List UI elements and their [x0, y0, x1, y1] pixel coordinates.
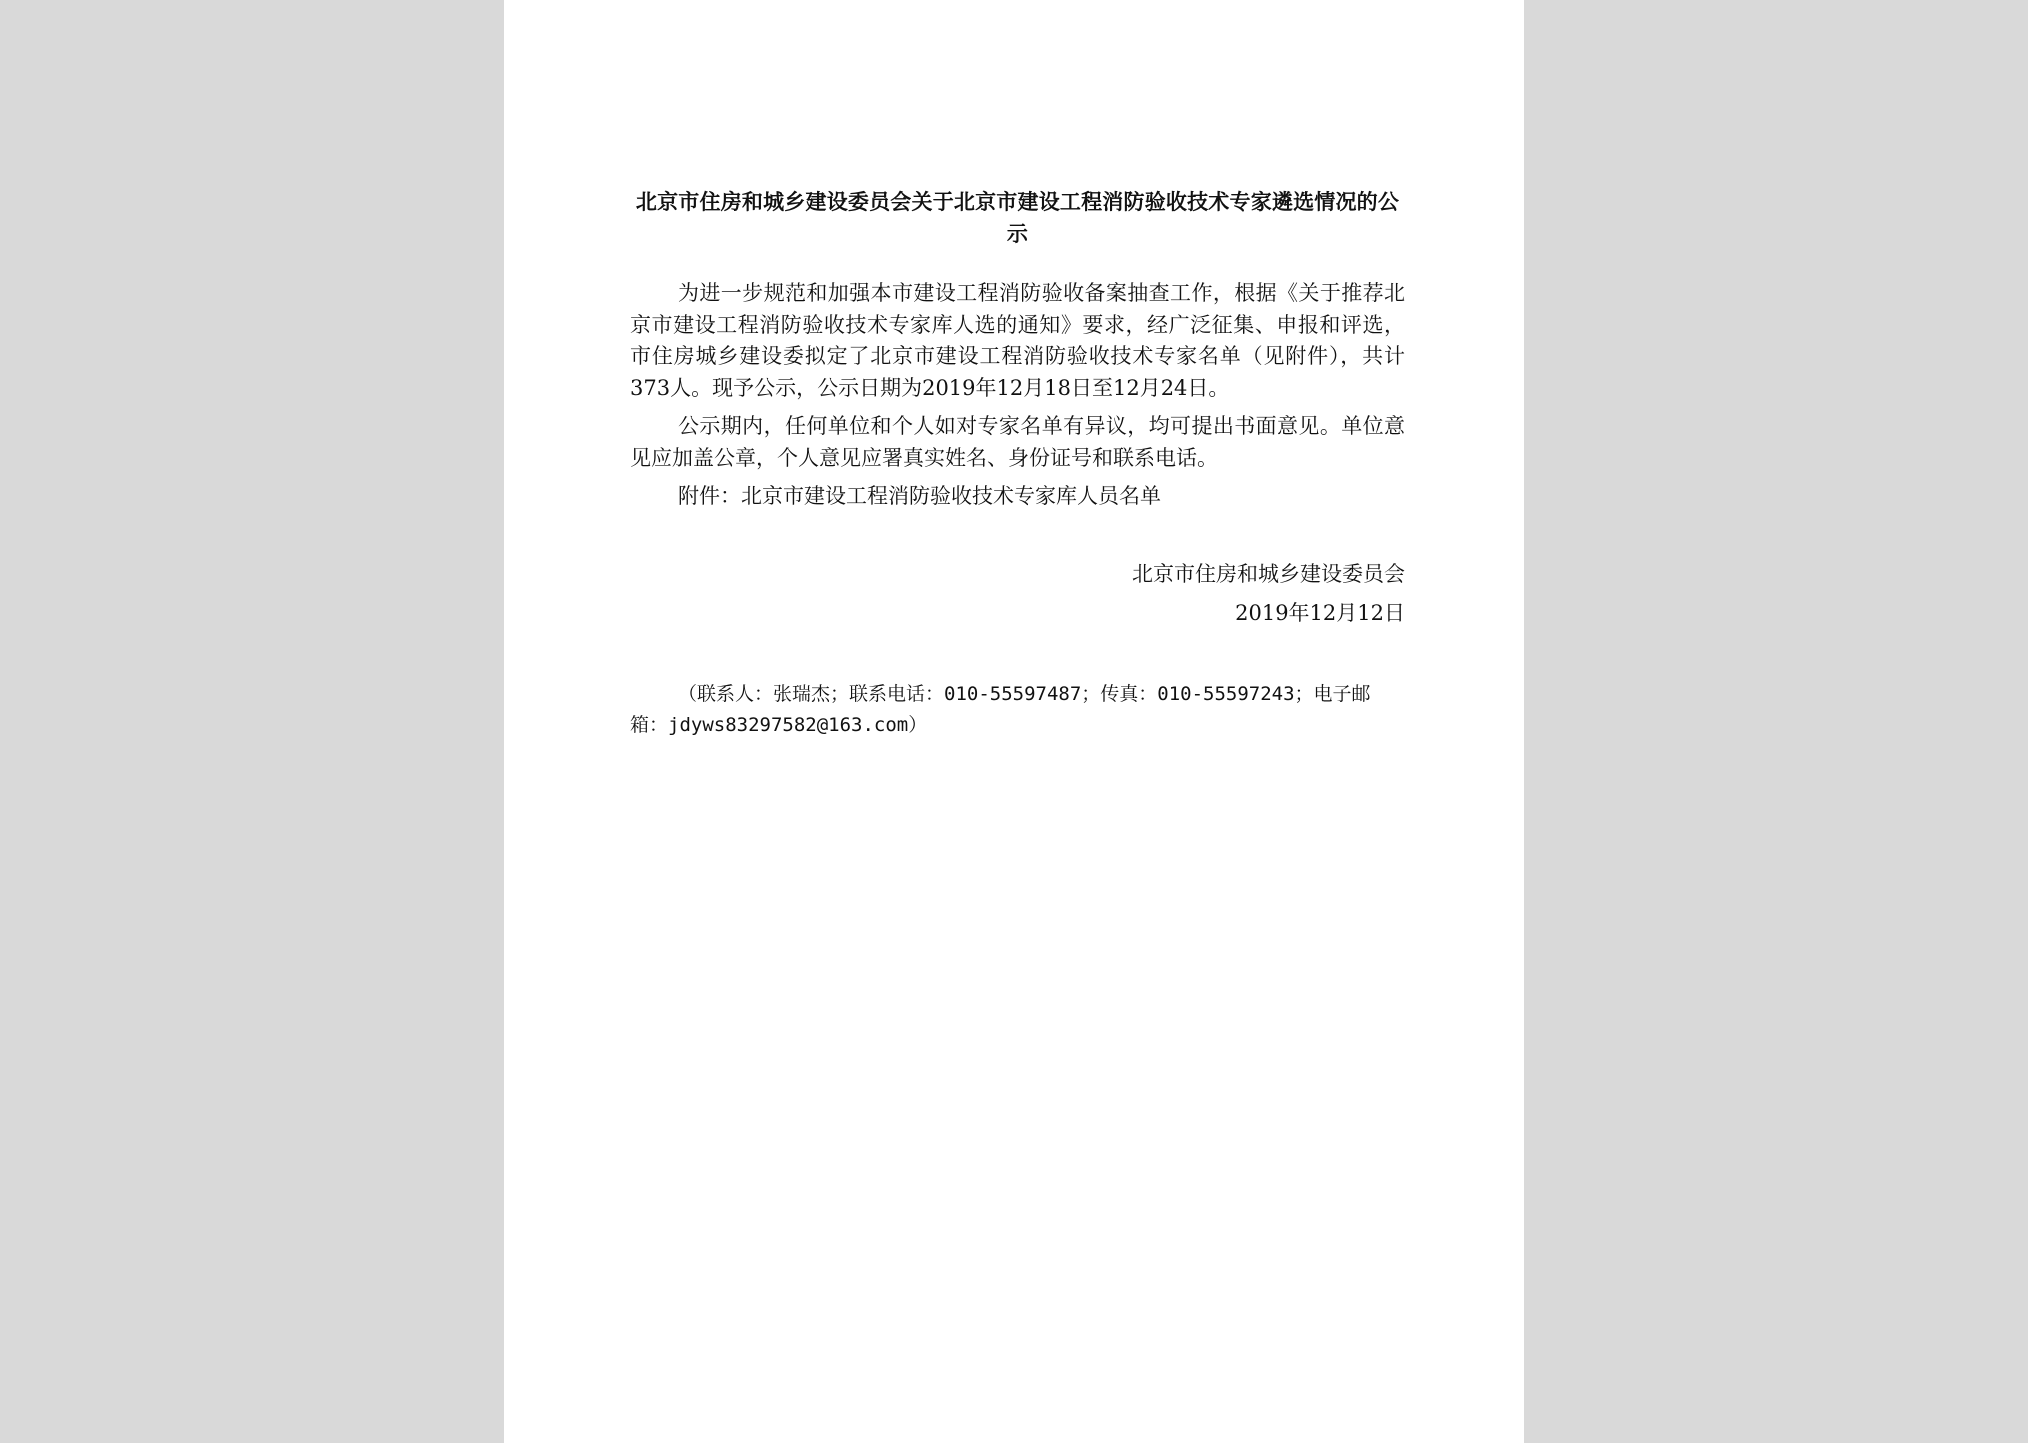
document-page — [504, 0, 1524, 1443]
contact-info: （联系人：张瑞杰；联系电话：010-55597487；传真：010-55597243；电子邮箱：jdyws83297582@163.com） — [630, 682, 1371, 736]
body-paragraph-2: 公示期内，任何单位和个人如对专家名单有异议，均可提出书面意见。单位意见应加盖公章，个人意见应署真实姓名、身份证号和联系电话。 — [630, 414, 1405, 470]
signature-organization: 北京市住房和城乡建设委员会 — [1132, 561, 1405, 586]
page-content — [630, 186, 1405, 741]
attachment-line: 附件：北京市建设工程消防验收技术专家库人员名单 — [678, 484, 1161, 508]
signature-block — [630, 555, 1405, 633]
body-paragraph-1: 为进一步规范和加强本市建设工程消防验收备案抽查工作，根据《关于推荐北京市建设工程消防验收技术专家库人选的通知》要求，经广泛征集、申报和评选，市住房城乡建设委拟定了北京市建设工程消防验收技术专家名单（见附件），共计373人。现予公示，公示日期为2019年12月18日至12月24日。 — [630, 281, 1405, 400]
document-title: 北京市住房和城乡建设委员会关于北京市建设工程消防验收技术专家遴选情况的公示 — [635, 190, 1400, 246]
signature-date: 2019年12月12日 — [1235, 600, 1405, 625]
